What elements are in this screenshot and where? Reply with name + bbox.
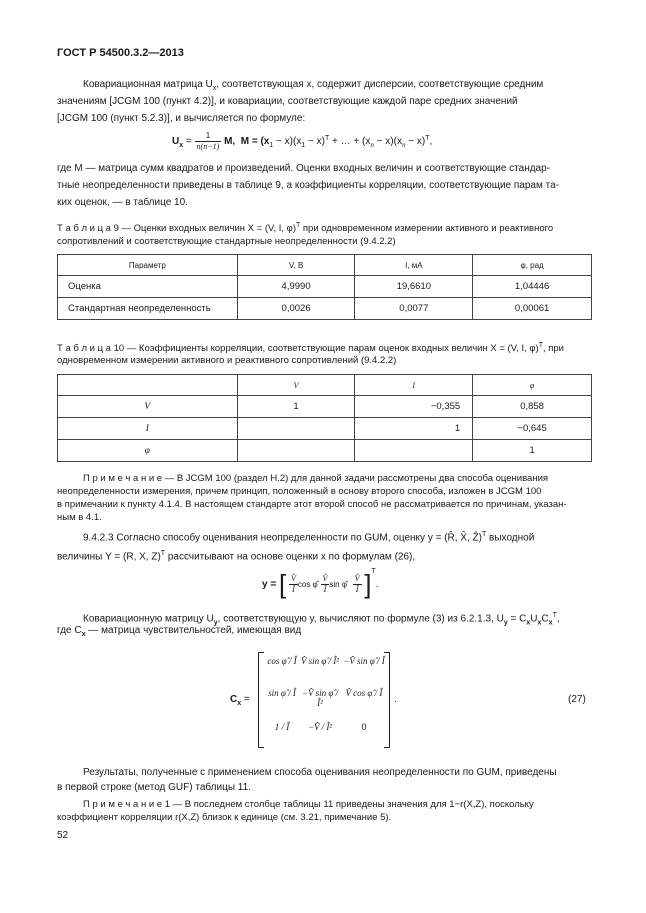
formula-eq: = [243, 694, 250, 705]
formula-eq: = [185, 136, 192, 148]
subscript: x [212, 85, 217, 92]
subscript: y [503, 619, 508, 627]
formula-symbol: U [172, 136, 180, 148]
text: , соответствующую y, вычисляют по формуле (3) из 6.2.1.3, U [217, 613, 504, 625]
table-cell: 4,9990 [237, 276, 355, 298]
formula-text: . [375, 579, 379, 590]
paragraph-line [83, 526, 534, 546]
matrix-bracket-right [384, 652, 390, 748]
table-header-cell: φ [473, 375, 592, 396]
note-line: коэффициент корреляции r(X,Z) близок к единице (см. 3.21, примечание 5). [57, 812, 392, 823]
formula-text: cos φ̂ [297, 580, 318, 589]
bracket-close: ] [364, 568, 372, 599]
subscript: x [537, 619, 542, 627]
note-line: ным в 4.1. [57, 512, 102, 523]
table-cell: I [58, 418, 238, 440]
table-header-cell: V, В [237, 255, 355, 276]
text: выходной [486, 532, 535, 544]
table-caption [57, 339, 564, 355]
text: Ковариационную матрицу U [83, 613, 214, 625]
formula-text: − x)(x [276, 136, 302, 148]
fraction-denominator: Î [323, 584, 327, 594]
matrix-lhs [230, 694, 250, 707]
table-header-cell: I, мА [355, 255, 473, 276]
table-row [58, 298, 592, 320]
fraction-denominator: Î [355, 584, 359, 594]
matrix-cell: V̂ sin φ̂ / Î² [300, 656, 339, 666]
fraction-numerator: 1 [195, 131, 222, 142]
matrix-cell: −V̂ / Î² [307, 722, 333, 732]
table-cell: φ [58, 440, 238, 462]
formula-symbol: y = [262, 579, 277, 590]
subscript: x [548, 619, 553, 627]
fraction-numerator: V̂ [354, 573, 360, 583]
superscript: T [295, 222, 301, 229]
fraction-denominator: Î [292, 584, 295, 594]
table-cell: −0,645 [473, 418, 592, 440]
text: Т а б л и ц а 10 — Коэффициенты корреляции, соответствующие парам оценок входных величин X = (V, I, φ) [57, 343, 539, 355]
table-header-row [58, 255, 592, 276]
matrix-cell: sin φ̂ / Î [268, 688, 296, 698]
superscript: T [538, 342, 543, 349]
fraction [195, 131, 222, 152]
formula-text: M = (x [240, 136, 270, 148]
fraction-numerator: V̂ [290, 573, 296, 583]
table-9 [57, 254, 592, 320]
text: = C [507, 613, 527, 625]
text: , соответствующая x, содержит дисперсии, соответствующие средним [216, 79, 544, 90]
text: 9.4.2.3 Согласно способу оценивания неопределенности по GUM, оценку y = (R̂, X̂, Ẑ) [83, 532, 482, 544]
fraction [353, 574, 362, 595]
text: , при [542, 343, 564, 355]
formula-text: + … + (x [332, 136, 371, 148]
matrix-cell: −V̂ sin φ̂ / Î [343, 656, 385, 666]
formula-text: − x) [308, 136, 325, 148]
superscript: T [552, 612, 557, 619]
paragraph-line: Результаты, полученные с применением способа оценивания неопределенности по GUM, приведены [83, 767, 557, 778]
equation-number: (27) [568, 694, 586, 705]
table-cell: Оценка [58, 276, 238, 298]
superscript: T [371, 568, 376, 575]
table-cell: 1 [473, 440, 592, 462]
table-cell: Стандартная неопределенность [58, 298, 238, 320]
matrix-cell: 1 / Î [274, 722, 290, 732]
superscript: T [482, 531, 487, 538]
table-header-cell: Параметр [58, 255, 238, 276]
formula-output [262, 568, 379, 600]
text: рассчитывают на основе оценки x по формулам (26), [165, 551, 416, 563]
table-cell: 0,858 [473, 396, 592, 418]
table-cell: V [58, 396, 238, 418]
formula-text: . [394, 694, 397, 705]
table-header-cell: V [237, 375, 355, 396]
matrix-cell: cos φ̂ / Î [267, 656, 297, 666]
matrix-cell: 0 [361, 722, 367, 732]
text: U [530, 613, 538, 625]
note-line: в примечании к пункту 4.1.4. В настоящем стандарте этот второй способ не рассматривается по причинам, указан- [57, 499, 567, 510]
text: Ковариационная матрица U [83, 79, 213, 90]
table-header-row [58, 375, 592, 396]
note-line: неопределенности измерения, причем принцип, положенный в основу второго способа, изложен в JCGM 100 [57, 486, 542, 497]
fraction-denominator: n(n−1) [196, 142, 220, 151]
paragraph-line [57, 622, 301, 643]
subscript: x [237, 700, 242, 707]
formula-symbol: C [230, 694, 238, 705]
table-cell: 1 [355, 418, 473, 440]
table-cell: 1,04446 [473, 276, 592, 298]
table-caption: сопротивлений и соответствующие стандартные неопределенности (9.4.2.2) [57, 236, 396, 247]
paragraph-line: в первой строке (метод GUF) таблицы 11. [57, 782, 251, 793]
table-cell: −0,355 [355, 396, 473, 418]
paragraph-line: [JCGM 100 (пункт 5.2.3)], и вычисляется по формуле: [57, 113, 306, 124]
table-header-cell: φ, рад [473, 255, 592, 276]
table-header-cell [58, 375, 238, 396]
text: Т а б л и ц а 9 — Оценки входных величин X = (V, I, φ) [57, 223, 296, 235]
matrix-cell: V̂ cos φ̂ / Î [345, 688, 383, 698]
table-cell [237, 418, 355, 440]
formula-text: − x)(x [376, 136, 402, 148]
formula-covariance: $U_x$ = $\frac{1}{n(n-1)}$ M, $M = (x_1 - x)(x_1 - x)^T$ + … + $(x_n - x)(x_n - x)^T$, [172, 131, 433, 151]
subscript: x [179, 142, 184, 150]
bracket-open: [ [278, 568, 287, 599]
fraction-numerator: V̂ [322, 573, 328, 583]
fraction [289, 574, 298, 595]
paragraph-line: тные неопределенности приведены в таблице 9, а коэффициенты корреляции, соответствующие парам та- [57, 180, 560, 191]
page-number: 52 [57, 830, 69, 841]
table-row [58, 418, 592, 440]
text: , [556, 613, 560, 625]
matrix-cell: −V̂ sin φ̂ / Î² [301, 688, 339, 708]
subscript: x [526, 619, 531, 627]
document-header: ГОСТ Р 54500.3.2—2013 [57, 47, 184, 59]
matrix-bracket-left [258, 652, 264, 748]
table-cell: 0,0026 [237, 298, 355, 320]
text: где C [57, 625, 82, 636]
table-cell: 0,00061 [473, 298, 592, 320]
text: величины Y = (R, X, Z) [57, 551, 161, 563]
text: при одновременном измерении активного и реактивного [300, 223, 554, 235]
formula-text: , [429, 136, 433, 148]
table-10 [57, 374, 592, 462]
table-row [58, 440, 592, 462]
formula-symbol: M, [224, 136, 236, 148]
table-row [58, 276, 592, 298]
formula-text: − x) [408, 136, 426, 148]
paragraph-line: значениям [JCGM 100 (пункт 4.2)], и ковариации, соответствующие каждой паре средних значений [57, 96, 518, 107]
table-header-cell: I [355, 375, 473, 396]
superscript: T [160, 550, 166, 557]
table-caption [57, 219, 553, 235]
table-cell: 19,6610 [355, 276, 473, 298]
table-row [58, 396, 592, 418]
text: C [541, 613, 549, 625]
subscript: y [213, 619, 218, 627]
text: — матрица чувствительностей, имеющая вид [85, 625, 302, 636]
note-line: П р и м е ч а н и е 1 — В последнем столбце таблицы 11 приведены значения для 1−r(X,Z), поскольку [83, 799, 534, 810]
table-caption: одновременном измерении активного и реактивного сопротивлений (9.4.2.2) [57, 355, 397, 366]
paragraph-line [57, 545, 415, 565]
table-cell: 0,0077 [355, 298, 473, 320]
table-cell [237, 440, 355, 462]
note-line: П р и м е ч а н и е — В JCGM 100 (раздел Н.2) для данной задачи рассмотрены два способа оценивания [83, 473, 549, 484]
paragraph-line: ких оценок, — в таблице 10. [57, 197, 188, 208]
formula-text: sin φ̂ [329, 580, 348, 589]
subscript: x [81, 631, 86, 638]
table-cell [355, 440, 473, 462]
table-cell: 1 [237, 396, 355, 418]
paragraph-line: где M — матрица сумм квадратов и произведений. Оценки входных величин и соответствующие стандар- [57, 163, 550, 174]
